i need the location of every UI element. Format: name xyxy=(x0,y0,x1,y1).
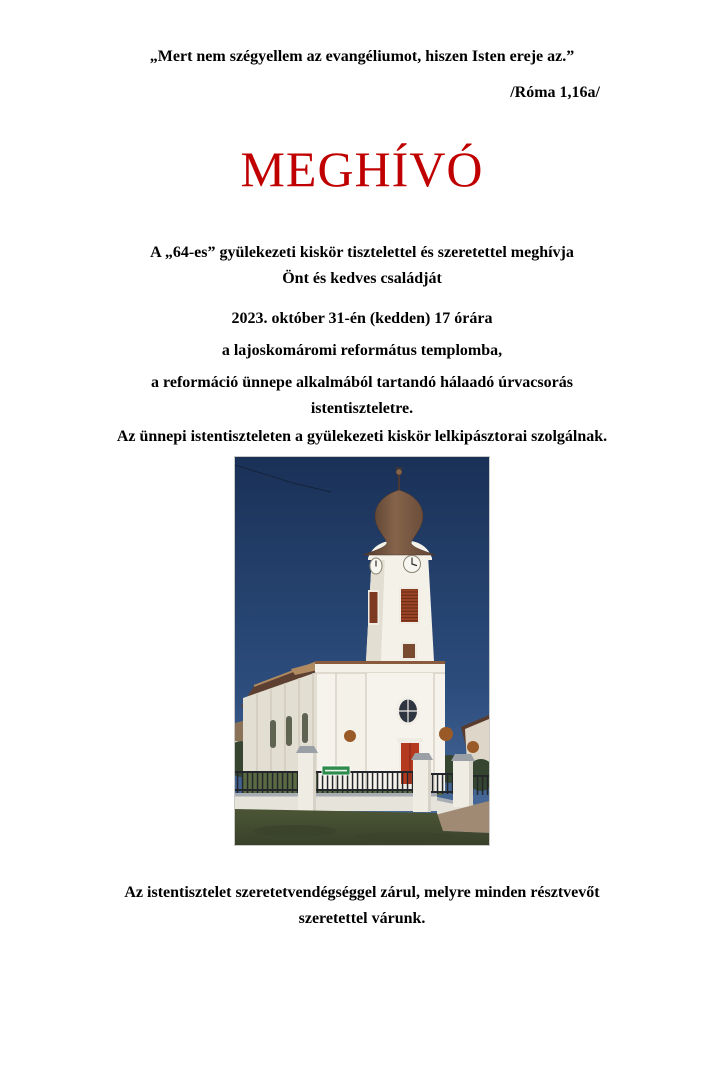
document-page xyxy=(0,46,724,1070)
nave-window xyxy=(286,716,292,746)
invitation-title: MEGHÍVÓ xyxy=(240,141,484,197)
nave-window xyxy=(302,713,308,743)
dome-finial xyxy=(396,469,402,475)
louvered-window-side xyxy=(368,590,379,625)
clock-icon-side xyxy=(370,558,382,574)
fence-pillar xyxy=(411,753,433,812)
louvered-window xyxy=(399,587,420,624)
street-sign xyxy=(322,766,350,775)
oval-window xyxy=(398,698,419,724)
invitation-line-2: Önt és kedves családját xyxy=(282,270,442,287)
occasion-line-1: a reformáció ünnepe alkalmából tartandó hálaadó úrvacsorás xyxy=(151,374,573,391)
occasion-line-2: istentiszteletre. xyxy=(310,400,414,417)
date-line: 2023. október 31-én (kedden) 17 órára xyxy=(231,310,493,327)
clock-icon xyxy=(404,556,421,573)
ministers-line: Az ünnepi istentiszteleten a gyülekezeti kiskör lelkipásztorai szolgálnak. xyxy=(116,428,608,445)
autumn-shrub xyxy=(439,727,453,741)
iron-fence xyxy=(235,771,489,795)
fence-pillar xyxy=(451,754,475,807)
church-photo xyxy=(234,456,490,846)
closing-line-1: Az istentisztelet szeretetvendégséggel zárul, melyre minden résztvevőt xyxy=(124,884,600,901)
scripture-quote: „Mert nem szégyellem az evangéliumot, hiszen Isten ereje az.” xyxy=(149,48,575,65)
small-tower-window xyxy=(401,642,417,660)
invitation-line-1: A „64-es” gyülekezeti kiskör tisztelettel és szeretettel meghívja xyxy=(150,244,574,261)
location-line: a lajoskomáromi református templomba, xyxy=(221,342,503,359)
autumn-shrub xyxy=(344,730,356,742)
church-photo-illustration xyxy=(235,457,489,845)
fence-pillar xyxy=(296,746,318,811)
closing-line-2: szeretettel várunk. xyxy=(298,910,426,927)
scripture-reference: /Róma 1,16a/ xyxy=(510,84,600,101)
nave-window xyxy=(270,720,276,748)
